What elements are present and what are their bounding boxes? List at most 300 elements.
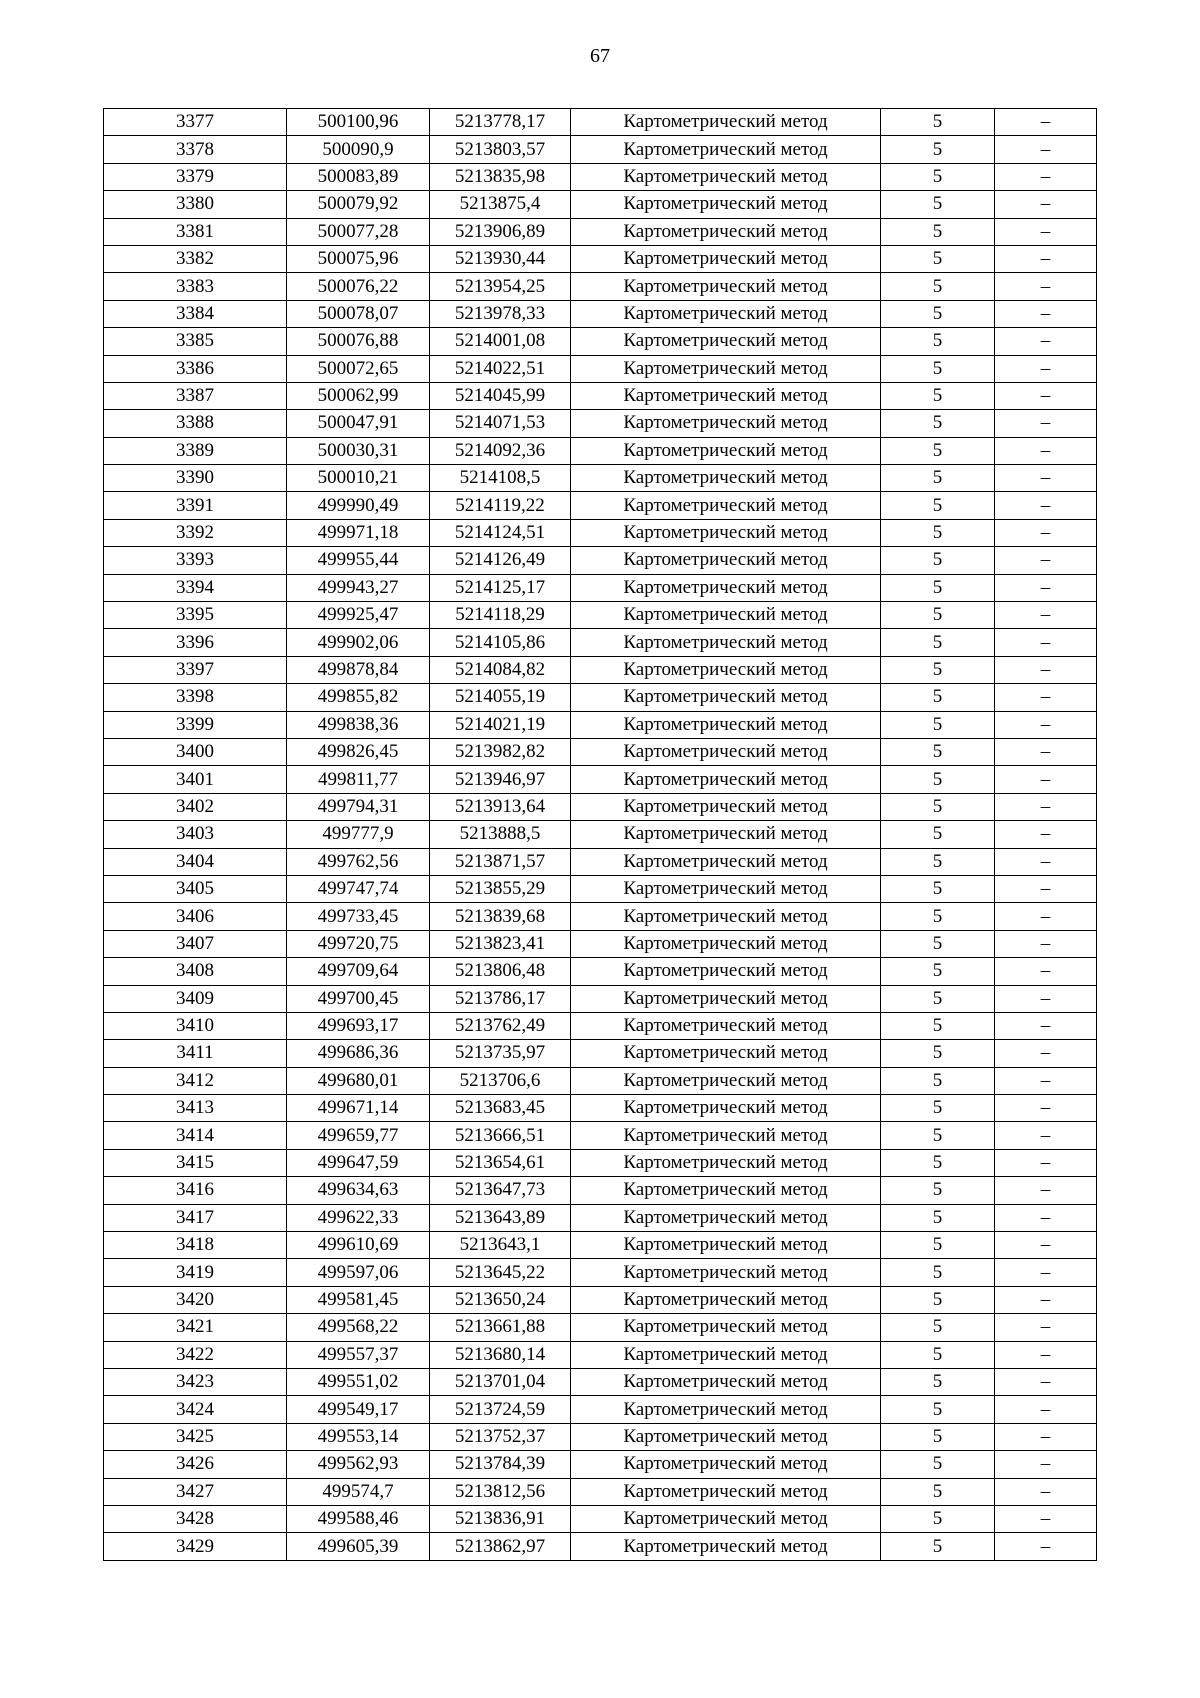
point-number-cell: 3380 xyxy=(104,191,287,218)
point-number-cell: 3408 xyxy=(104,958,287,985)
y-coordinate-cell: 5213954,25 xyxy=(430,273,571,300)
x-coordinate-cell: 499943,27 xyxy=(287,574,430,601)
y-coordinate-cell: 5213871,57 xyxy=(430,848,571,875)
table-row xyxy=(104,465,1097,492)
accuracy-cell: 5 xyxy=(881,656,995,683)
x-coordinate-cell: 500010,21 xyxy=(287,465,430,492)
table-row xyxy=(104,684,1097,711)
method-cell: Картометрический метод xyxy=(571,656,881,683)
point-number-cell: 3384 xyxy=(104,300,287,327)
method-cell: Картометрический метод xyxy=(571,136,881,163)
accuracy-cell: 5 xyxy=(881,1368,995,1395)
x-coordinate-cell: 499990,49 xyxy=(287,492,430,519)
table-row xyxy=(104,1286,1097,1313)
x-coordinate-cell: 499777,9 xyxy=(287,821,430,848)
accuracy-cell: 5 xyxy=(881,903,995,930)
method-cell: Картометрический метод xyxy=(571,1177,881,1204)
table-row xyxy=(104,355,1097,382)
accuracy-cell: 5 xyxy=(881,1423,995,1450)
method-cell: Картометрический метод xyxy=(571,437,881,464)
method-cell: Картометрический метод xyxy=(571,1259,881,1286)
point-number-cell: 3409 xyxy=(104,985,287,1012)
table-row xyxy=(104,875,1097,902)
accuracy-cell: 5 xyxy=(881,1478,995,1505)
point-number-cell: 3400 xyxy=(104,738,287,765)
x-coordinate-cell: 499597,06 xyxy=(287,1259,430,1286)
y-coordinate-cell: 5213683,45 xyxy=(430,1095,571,1122)
note-cell: – xyxy=(995,191,1097,218)
method-cell: Картометрический метод xyxy=(571,985,881,1012)
point-number-cell: 3387 xyxy=(104,382,287,409)
note-cell: – xyxy=(995,1396,1097,1423)
accuracy-cell: 5 xyxy=(881,958,995,985)
method-cell: Картометрический метод xyxy=(571,711,881,738)
table-row xyxy=(104,711,1097,738)
y-coordinate-cell: 5214055,19 xyxy=(430,684,571,711)
y-coordinate-cell: 5213762,49 xyxy=(430,1012,571,1039)
method-cell: Картометрический метод xyxy=(571,465,881,492)
table-row xyxy=(104,958,1097,985)
x-coordinate-cell: 499902,06 xyxy=(287,629,430,656)
y-coordinate-cell: 5213835,98 xyxy=(430,163,571,190)
x-coordinate-cell: 499826,45 xyxy=(287,738,430,765)
method-cell: Картометрический метод xyxy=(571,1533,881,1560)
method-cell: Картометрический метод xyxy=(571,1204,881,1231)
method-cell: Картометрический метод xyxy=(571,766,881,793)
point-number-cell: 3397 xyxy=(104,656,287,683)
x-coordinate-cell: 500077,28 xyxy=(287,218,430,245)
y-coordinate-cell: 5213786,17 xyxy=(430,985,571,1012)
table-row xyxy=(104,218,1097,245)
table-row xyxy=(104,985,1097,1012)
method-cell: Картометрический метод xyxy=(571,629,881,656)
accuracy-cell: 5 xyxy=(881,191,995,218)
table-row xyxy=(104,1177,1097,1204)
y-coordinate-cell: 5213982,82 xyxy=(430,738,571,765)
note-cell: – xyxy=(995,519,1097,546)
accuracy-cell: 5 xyxy=(881,273,995,300)
note-cell: – xyxy=(995,684,1097,711)
note-cell: – xyxy=(995,382,1097,409)
method-cell: Картометрический метод xyxy=(571,1505,881,1532)
point-number-cell: 3386 xyxy=(104,355,287,382)
x-coordinate-cell: 499659,77 xyxy=(287,1122,430,1149)
x-coordinate-cell: 499878,84 xyxy=(287,656,430,683)
method-cell: Картометрический метод xyxy=(571,1341,881,1368)
method-cell: Картометрический метод xyxy=(571,958,881,985)
accuracy-cell: 5 xyxy=(881,1396,995,1423)
point-number-cell: 3392 xyxy=(104,519,287,546)
method-cell: Картометрический метод xyxy=(571,1012,881,1039)
method-cell: Картометрический метод xyxy=(571,1396,881,1423)
note-cell: – xyxy=(995,738,1097,765)
note-cell: – xyxy=(995,1149,1097,1176)
point-number-cell: 3382 xyxy=(104,245,287,272)
x-coordinate-cell: 499693,17 xyxy=(287,1012,430,1039)
method-cell: Картометрический метод xyxy=(571,1423,881,1450)
note-cell: – xyxy=(995,218,1097,245)
method-cell: Картометрический метод xyxy=(571,382,881,409)
accuracy-cell: 5 xyxy=(881,821,995,848)
table-row xyxy=(104,1067,1097,1094)
method-cell: Картометрический метод xyxy=(571,355,881,382)
method-cell: Картометрический метод xyxy=(571,519,881,546)
method-cell: Картометрический метод xyxy=(571,1368,881,1395)
table-row xyxy=(104,574,1097,601)
x-coordinate-cell: 499551,02 xyxy=(287,1368,430,1395)
accuracy-cell: 5 xyxy=(881,1067,995,1094)
y-coordinate-cell: 5214118,29 xyxy=(430,602,571,629)
accuracy-cell: 5 xyxy=(881,684,995,711)
x-coordinate-cell: 500047,91 xyxy=(287,410,430,437)
point-number-cell: 3404 xyxy=(104,848,287,875)
x-coordinate-cell: 499838,36 xyxy=(287,711,430,738)
point-number-cell: 3427 xyxy=(104,1478,287,1505)
table-row xyxy=(104,1533,1097,1560)
table-row xyxy=(104,109,1097,136)
point-number-cell: 3415 xyxy=(104,1149,287,1176)
x-coordinate-cell: 499549,17 xyxy=(287,1396,430,1423)
point-number-cell: 3401 xyxy=(104,766,287,793)
note-cell: – xyxy=(995,875,1097,902)
x-coordinate-cell: 500100,96 xyxy=(287,109,430,136)
point-number-cell: 3413 xyxy=(104,1095,287,1122)
point-number-cell: 3383 xyxy=(104,273,287,300)
method-cell: Картометрический метод xyxy=(571,1451,881,1478)
note-cell: – xyxy=(995,848,1097,875)
table-row xyxy=(104,300,1097,327)
x-coordinate-cell: 499568,22 xyxy=(287,1314,430,1341)
table-row xyxy=(104,903,1097,930)
note-cell: – xyxy=(995,136,1097,163)
note-cell: – xyxy=(995,1177,1097,1204)
x-coordinate-cell: 499557,37 xyxy=(287,1341,430,1368)
note-cell: – xyxy=(995,985,1097,1012)
method-cell: Картометрический метод xyxy=(571,684,881,711)
accuracy-cell: 5 xyxy=(881,163,995,190)
x-coordinate-cell: 499647,59 xyxy=(287,1149,430,1176)
y-coordinate-cell: 5214119,22 xyxy=(430,492,571,519)
accuracy-cell: 5 xyxy=(881,1012,995,1039)
method-cell: Картометрический метод xyxy=(571,1314,881,1341)
accuracy-cell: 5 xyxy=(881,1505,995,1532)
method-cell: Картометрический метод xyxy=(571,245,881,272)
y-coordinate-cell: 5214021,19 xyxy=(430,711,571,738)
y-coordinate-cell: 5213666,51 xyxy=(430,1122,571,1149)
point-number-cell: 3399 xyxy=(104,711,287,738)
x-coordinate-cell: 499925,47 xyxy=(287,602,430,629)
note-cell: – xyxy=(995,355,1097,382)
accuracy-cell: 5 xyxy=(881,930,995,957)
point-number-cell: 3402 xyxy=(104,793,287,820)
note-cell: – xyxy=(995,711,1097,738)
point-number-cell: 3417 xyxy=(104,1204,287,1231)
y-coordinate-cell: 5213906,89 xyxy=(430,218,571,245)
x-coordinate-cell: 499553,14 xyxy=(287,1423,430,1450)
point-number-cell: 3396 xyxy=(104,629,287,656)
x-coordinate-cell: 499622,33 xyxy=(287,1204,430,1231)
accuracy-cell: 5 xyxy=(881,1341,995,1368)
method-cell: Картометрический метод xyxy=(571,903,881,930)
accuracy-cell: 5 xyxy=(881,1451,995,1478)
method-cell: Картометрический метод xyxy=(571,821,881,848)
point-number-cell: 3416 xyxy=(104,1177,287,1204)
accuracy-cell: 5 xyxy=(881,985,995,1012)
point-number-cell: 3420 xyxy=(104,1286,287,1313)
method-cell: Картометрический метод xyxy=(571,848,881,875)
table-row xyxy=(104,1368,1097,1395)
point-number-cell: 3422 xyxy=(104,1341,287,1368)
method-cell: Картометрический метод xyxy=(571,1478,881,1505)
note-cell: – xyxy=(995,1505,1097,1532)
accuracy-cell: 5 xyxy=(881,875,995,902)
y-coordinate-cell: 5214045,99 xyxy=(430,382,571,409)
point-number-cell: 3418 xyxy=(104,1232,287,1259)
accuracy-cell: 5 xyxy=(881,574,995,601)
point-number-cell: 3393 xyxy=(104,547,287,574)
note-cell: – xyxy=(995,930,1097,957)
note-cell: – xyxy=(995,1095,1097,1122)
table-row xyxy=(104,848,1097,875)
method-cell: Картометрический метод xyxy=(571,218,881,245)
y-coordinate-cell: 5214092,36 xyxy=(430,437,571,464)
table-row xyxy=(104,602,1097,629)
table-row xyxy=(104,519,1097,546)
y-coordinate-cell: 5213812,56 xyxy=(430,1478,571,1505)
x-coordinate-cell: 500078,07 xyxy=(287,300,430,327)
accuracy-cell: 5 xyxy=(881,1232,995,1259)
x-coordinate-cell: 499605,39 xyxy=(287,1533,430,1560)
y-coordinate-cell: 5214124,51 xyxy=(430,519,571,546)
point-number-cell: 3385 xyxy=(104,328,287,355)
y-coordinate-cell: 5214125,17 xyxy=(430,574,571,601)
note-cell: – xyxy=(995,821,1097,848)
point-number-cell: 3379 xyxy=(104,163,287,190)
point-number-cell: 3378 xyxy=(104,136,287,163)
point-number-cell: 3411 xyxy=(104,1040,287,1067)
accuracy-cell: 5 xyxy=(881,1040,995,1067)
table-row xyxy=(104,273,1097,300)
note-cell: – xyxy=(995,1423,1097,1450)
table-row xyxy=(104,1122,1097,1149)
method-cell: Картометрический метод xyxy=(571,875,881,902)
y-coordinate-cell: 5213855,29 xyxy=(430,875,571,902)
table-row xyxy=(104,1451,1097,1478)
table-row xyxy=(104,766,1097,793)
note-cell: – xyxy=(995,1012,1097,1039)
accuracy-cell: 5 xyxy=(881,328,995,355)
point-number-cell: 3424 xyxy=(104,1396,287,1423)
method-cell: Картометрический метод xyxy=(571,1067,881,1094)
y-coordinate-cell: 5213823,41 xyxy=(430,930,571,957)
accuracy-cell: 5 xyxy=(881,629,995,656)
point-number-cell: 3429 xyxy=(104,1533,287,1560)
table-row xyxy=(104,136,1097,163)
note-cell: – xyxy=(995,1067,1097,1094)
note-cell: – xyxy=(995,163,1097,190)
y-coordinate-cell: 5214001,08 xyxy=(430,328,571,355)
method-cell: Картометрический метод xyxy=(571,328,881,355)
method-cell: Картометрический метод xyxy=(571,300,881,327)
table-row xyxy=(104,1012,1097,1039)
x-coordinate-cell: 500090,9 xyxy=(287,136,430,163)
y-coordinate-cell: 5213806,48 xyxy=(430,958,571,985)
note-cell: – xyxy=(995,547,1097,574)
point-number-cell: 3428 xyxy=(104,1505,287,1532)
x-coordinate-cell: 499610,69 xyxy=(287,1232,430,1259)
note-cell: – xyxy=(995,766,1097,793)
point-number-cell: 3406 xyxy=(104,903,287,930)
x-coordinate-cell: 500076,88 xyxy=(287,328,430,355)
y-coordinate-cell: 5213803,57 xyxy=(430,136,571,163)
table-row xyxy=(104,1095,1097,1122)
accuracy-cell: 5 xyxy=(881,602,995,629)
accuracy-cell: 5 xyxy=(881,410,995,437)
note-cell: – xyxy=(995,245,1097,272)
accuracy-cell: 5 xyxy=(881,547,995,574)
table-row xyxy=(104,492,1097,519)
accuracy-cell: 5 xyxy=(881,245,995,272)
table-row xyxy=(104,1478,1097,1505)
point-number-cell: 3410 xyxy=(104,1012,287,1039)
note-cell: – xyxy=(995,602,1097,629)
accuracy-cell: 5 xyxy=(881,1122,995,1149)
point-number-cell: 3389 xyxy=(104,437,287,464)
table-row xyxy=(104,738,1097,765)
point-number-cell: 3390 xyxy=(104,465,287,492)
note-cell: – xyxy=(995,273,1097,300)
x-coordinate-cell: 499811,77 xyxy=(287,766,430,793)
accuracy-cell: 5 xyxy=(881,492,995,519)
x-coordinate-cell: 500075,96 xyxy=(287,245,430,272)
accuracy-cell: 5 xyxy=(881,1095,995,1122)
note-cell: – xyxy=(995,574,1097,601)
y-coordinate-cell: 5214105,86 xyxy=(430,629,571,656)
point-number-cell: 3381 xyxy=(104,218,287,245)
accuracy-cell: 5 xyxy=(881,766,995,793)
table-row xyxy=(104,191,1097,218)
x-coordinate-cell: 500083,89 xyxy=(287,163,430,190)
method-cell: Картометрический метод xyxy=(571,547,881,574)
method-cell: Картометрический метод xyxy=(571,1232,881,1259)
table-row xyxy=(104,1341,1097,1368)
note-cell: – xyxy=(995,437,1097,464)
method-cell: Картометрический метод xyxy=(571,1149,881,1176)
x-coordinate-cell: 499574,7 xyxy=(287,1478,430,1505)
table-row xyxy=(104,163,1097,190)
point-number-cell: 3412 xyxy=(104,1067,287,1094)
y-coordinate-cell: 5213784,39 xyxy=(430,1451,571,1478)
y-coordinate-cell: 5213839,68 xyxy=(430,903,571,930)
method-cell: Картометрический метод xyxy=(571,1286,881,1313)
point-number-cell: 3388 xyxy=(104,410,287,437)
method-cell: Картометрический метод xyxy=(571,574,881,601)
table-row xyxy=(104,793,1097,820)
table-row xyxy=(104,1232,1097,1259)
y-coordinate-cell: 5213643,1 xyxy=(430,1232,571,1259)
table-row xyxy=(104,382,1097,409)
x-coordinate-cell: 499686,36 xyxy=(287,1040,430,1067)
y-coordinate-cell: 5213946,97 xyxy=(430,766,571,793)
accuracy-cell: 5 xyxy=(881,1286,995,1313)
note-cell: – xyxy=(995,1259,1097,1286)
y-coordinate-cell: 5214071,53 xyxy=(430,410,571,437)
accuracy-cell: 5 xyxy=(881,1204,995,1231)
y-coordinate-cell: 5213643,89 xyxy=(430,1204,571,1231)
note-cell: – xyxy=(995,492,1097,519)
note-cell: – xyxy=(995,1533,1097,1560)
x-coordinate-cell: 500076,22 xyxy=(287,273,430,300)
x-coordinate-cell: 499720,75 xyxy=(287,930,430,957)
y-coordinate-cell: 5214126,49 xyxy=(430,547,571,574)
y-coordinate-cell: 5213724,59 xyxy=(430,1396,571,1423)
y-coordinate-cell: 5213752,37 xyxy=(430,1423,571,1450)
table-row xyxy=(104,1149,1097,1176)
x-coordinate-cell: 499671,14 xyxy=(287,1095,430,1122)
accuracy-cell: 5 xyxy=(881,1314,995,1341)
point-number-cell: 3426 xyxy=(104,1451,287,1478)
point-number-cell: 3419 xyxy=(104,1259,287,1286)
point-number-cell: 3407 xyxy=(104,930,287,957)
point-number-cell: 3377 xyxy=(104,109,287,136)
point-number-cell: 3425 xyxy=(104,1423,287,1450)
x-coordinate-cell: 499709,64 xyxy=(287,958,430,985)
accuracy-cell: 5 xyxy=(881,848,995,875)
y-coordinate-cell: 5213647,73 xyxy=(430,1177,571,1204)
method-cell: Картометрический метод xyxy=(571,793,881,820)
x-coordinate-cell: 499747,74 xyxy=(287,875,430,902)
page-number: 67 xyxy=(590,45,610,67)
x-coordinate-cell: 499680,01 xyxy=(287,1067,430,1094)
method-cell: Картометрический метод xyxy=(571,109,881,136)
y-coordinate-cell: 5213875,4 xyxy=(430,191,571,218)
note-cell: – xyxy=(995,1286,1097,1313)
x-coordinate-cell: 500072,65 xyxy=(287,355,430,382)
method-cell: Картометрический метод xyxy=(571,191,881,218)
accuracy-cell: 5 xyxy=(881,1259,995,1286)
accuracy-cell: 5 xyxy=(881,465,995,492)
note-cell: – xyxy=(995,328,1097,355)
note-cell: – xyxy=(995,1040,1097,1067)
method-cell: Картометрический метод xyxy=(571,602,881,629)
note-cell: – xyxy=(995,1478,1097,1505)
x-coordinate-cell: 500062,99 xyxy=(287,382,430,409)
y-coordinate-cell: 5213654,61 xyxy=(430,1149,571,1176)
note-cell: – xyxy=(995,1204,1097,1231)
accuracy-cell: 5 xyxy=(881,711,995,738)
table-row xyxy=(104,1204,1097,1231)
accuracy-cell: 5 xyxy=(881,382,995,409)
y-coordinate-cell: 5213645,22 xyxy=(430,1259,571,1286)
y-coordinate-cell: 5213661,88 xyxy=(430,1314,571,1341)
table-row xyxy=(104,410,1097,437)
x-coordinate-cell: 499794,31 xyxy=(287,793,430,820)
note-cell: – xyxy=(995,109,1097,136)
accuracy-cell: 5 xyxy=(881,437,995,464)
accuracy-cell: 5 xyxy=(881,1149,995,1176)
point-number-cell: 3395 xyxy=(104,602,287,629)
coordinates-table xyxy=(103,108,1097,1561)
y-coordinate-cell: 5213778,17 xyxy=(430,109,571,136)
note-cell: – xyxy=(995,656,1097,683)
y-coordinate-cell: 5213930,44 xyxy=(430,245,571,272)
y-coordinate-cell: 5213888,5 xyxy=(430,821,571,848)
table-row xyxy=(104,1040,1097,1067)
table-row xyxy=(104,547,1097,574)
accuracy-cell: 5 xyxy=(881,793,995,820)
table-row xyxy=(104,1505,1097,1532)
accuracy-cell: 5 xyxy=(881,519,995,546)
